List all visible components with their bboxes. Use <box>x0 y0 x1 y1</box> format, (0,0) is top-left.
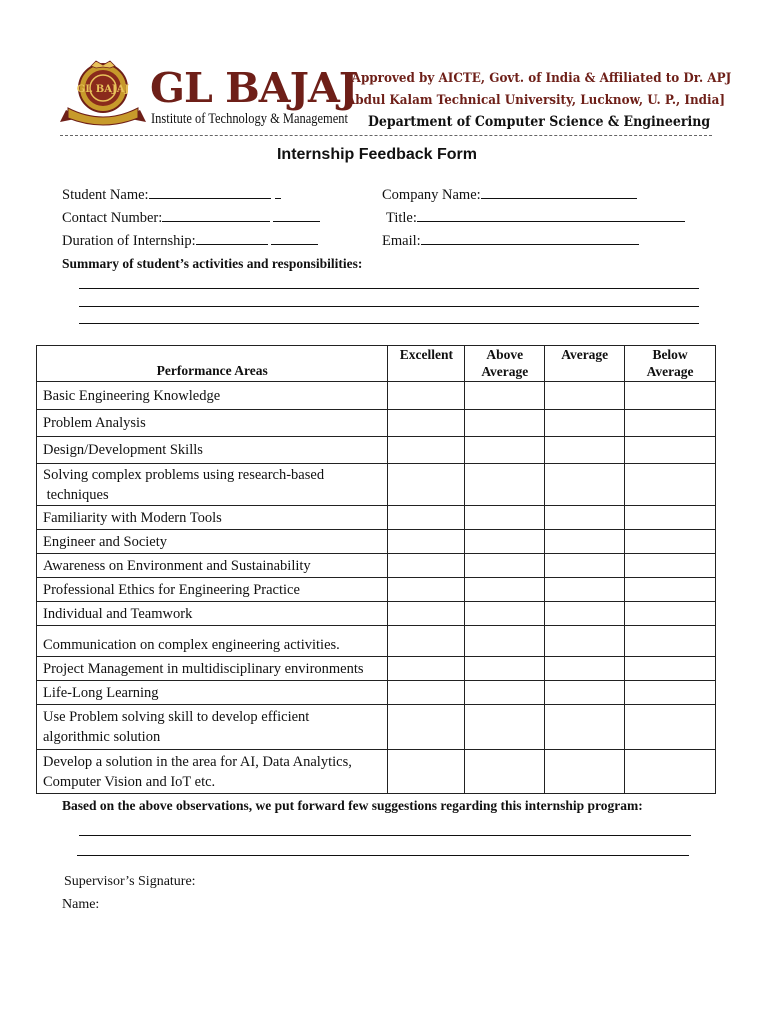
table-row <box>37 681 716 705</box>
header-performance-areas: Performance Areas <box>37 346 388 382</box>
contact-number-line[interactable] <box>162 210 270 222</box>
rating-cell-above-average[interactable] <box>465 681 545 705</box>
table-row <box>37 506 716 530</box>
header-above-average <box>465 346 545 382</box>
contact-number-line-end <box>273 210 320 222</box>
student-name-line[interactable] <box>149 187 271 199</box>
rating-cell-average[interactable] <box>545 464 625 506</box>
header-excellent: Excellent <box>388 346 465 382</box>
duration-line[interactable] <box>196 233 268 245</box>
rating-cell-average[interactable] <box>545 626 625 657</box>
rating-cell-below-average[interactable] <box>625 657 716 681</box>
performance-area-cell <box>37 464 388 506</box>
approval-line-2: Abdul Kalam Technical University, Lucknow, U. P., India] <box>346 93 725 108</box>
rating-cell-average[interactable] <box>545 506 625 530</box>
name-label: Name: <box>62 897 100 912</box>
rating-cell-below-average[interactable] <box>625 530 716 554</box>
header-above-line-2: Average <box>481 364 529 379</box>
table-row <box>37 410 716 437</box>
rating-cell-excellent[interactable] <box>388 530 465 554</box>
table-header-row <box>37 346 716 382</box>
performance-area-label: Life-Long Learning <box>43 684 159 701</box>
table-row <box>37 578 716 602</box>
performance-area-cell <box>37 750 388 794</box>
performance-area-label: Design/Development Skills <box>43 442 203 458</box>
rating-cell-excellent[interactable] <box>388 657 465 681</box>
rating-cell-above-average[interactable] <box>465 464 545 506</box>
summary-line-2[interactable] <box>79 306 699 307</box>
performance-area-cell <box>37 506 388 530</box>
performance-area-label: Use Problem solving skill to develop efficient <box>43 709 310 725</box>
brand-name: GL BAJAJ <box>150 64 358 112</box>
rating-cell-above-average[interactable] <box>465 705 545 750</box>
table-row <box>37 530 716 554</box>
summary-line-3[interactable] <box>79 323 699 324</box>
rating-cell-excellent[interactable] <box>388 437 465 464</box>
rating-cell-average[interactable] <box>545 554 625 578</box>
table-row <box>37 626 716 657</box>
rating-cell-above-average[interactable] <box>465 554 545 578</box>
performance-area-label-line-2: techniques <box>43 486 109 503</box>
performance-area-label: Communication on complex engineering activities. <box>43 637 340 653</box>
performance-area-label: Individual and Teamwork <box>43 605 193 622</box>
performance-area-cell <box>37 626 388 657</box>
rating-cell-above-average[interactable] <box>465 530 545 554</box>
duration-field[interactable] <box>62 233 318 250</box>
performance-area-cell <box>37 681 388 705</box>
approval-text <box>346 68 731 112</box>
rating-cell-above-average[interactable] <box>465 578 545 602</box>
rating-cell-above-average[interactable] <box>465 410 545 437</box>
performance-area-cell <box>37 554 388 578</box>
contact-number-field[interactable] <box>62 210 320 227</box>
performance-area-label-line-2: algorithmic solution <box>43 729 161 745</box>
supervisor-signature-label: Supervisor’s Signature: <box>64 874 196 889</box>
email-label: Email: <box>382 233 421 249</box>
rating-cell-above-average[interactable] <box>465 506 545 530</box>
student-name-label: Student Name: <box>62 187 149 203</box>
rating-cell-below-average[interactable] <box>625 554 716 578</box>
rating-cell-below-average[interactable] <box>625 705 716 750</box>
rating-cell-average[interactable] <box>545 602 625 626</box>
rating-cell-average[interactable] <box>545 530 625 554</box>
rating-cell-below-average[interactable] <box>625 681 716 705</box>
table-row <box>37 464 716 506</box>
rating-cell-average[interactable] <box>545 705 625 750</box>
rating-cell-excellent[interactable] <box>388 705 465 750</box>
rating-cell-excellent[interactable] <box>388 578 465 602</box>
rating-cell-excellent[interactable] <box>388 602 465 626</box>
company-name-label: Company Name: <box>382 187 481 203</box>
company-name-field[interactable] <box>382 187 637 204</box>
performance-area-cell <box>37 530 388 554</box>
rating-cell-average[interactable] <box>545 657 625 681</box>
department-name: Department of Computer Science & Engineering <box>368 114 711 130</box>
performance-area-label: Basic Engineering Knowledge <box>43 387 221 404</box>
table-row <box>37 437 716 464</box>
rating-cell-excellent[interactable] <box>388 506 465 530</box>
rating-cell-excellent[interactable] <box>388 554 465 578</box>
performance-area-cell <box>37 578 388 602</box>
rating-cell-excellent[interactable] <box>388 626 465 657</box>
duration-label: Duration of Internship: <box>62 233 196 249</box>
form-title: Internship Feedback Form <box>276 146 478 163</box>
student-name-field[interactable] <box>62 187 281 204</box>
rating-cell-above-average[interactable] <box>465 657 545 681</box>
performance-area-label: Engineer and Society <box>43 533 168 550</box>
email-field[interactable] <box>382 233 639 250</box>
rating-cell-excellent[interactable] <box>388 382 465 410</box>
rating-cell-average[interactable] <box>545 578 625 602</box>
performance-area-label: Project Management in multidisciplinary environments <box>43 660 364 677</box>
suggestions-line-1[interactable] <box>79 835 691 836</box>
performance-area-label: Familiarity with Modern Tools <box>43 509 222 526</box>
performance-area-label: Awareness on Environment and Sustainability <box>43 557 311 574</box>
performance-area-cell <box>37 437 388 464</box>
performance-area-cell <box>37 657 388 681</box>
summary-line-1[interactable] <box>79 288 699 289</box>
rating-cell-average[interactable] <box>545 681 625 705</box>
contact-number-label: Contact Number: <box>62 210 163 226</box>
rating-cell-excellent[interactable] <box>388 464 465 506</box>
email-line[interactable] <box>421 233 639 245</box>
rating-cell-below-average[interactable] <box>625 578 716 602</box>
title-field[interactable] <box>386 210 685 227</box>
rating-cell-below-average[interactable] <box>625 382 716 410</box>
performance-table <box>36 345 716 794</box>
rating-cell-above-average[interactable] <box>465 750 545 794</box>
table-row <box>37 657 716 681</box>
rating-cell-average[interactable] <box>545 382 625 410</box>
performance-area-cell <box>37 602 388 626</box>
table-row <box>37 602 716 626</box>
rating-cell-average[interactable] <box>545 750 625 794</box>
table-row <box>37 382 716 410</box>
rating-cell-below-average[interactable] <box>625 506 716 530</box>
header-divider <box>60 135 712 136</box>
performance-area-label: Professional Ethics for Engineering Practice <box>43 581 300 598</box>
header-below-line-1: Below <box>652 347 688 362</box>
rating-cell-above-average[interactable] <box>465 382 545 410</box>
rating-cell-above-average[interactable] <box>465 437 545 464</box>
performance-area-label: Develop a solution in the area for AI, Data Analytics, <box>43 753 352 770</box>
rating-cell-above-average[interactable] <box>465 602 545 626</box>
rating-cell-excellent[interactable] <box>388 750 465 794</box>
rating-cell-above-average[interactable] <box>465 626 545 657</box>
rating-cell-below-average[interactable] <box>625 750 716 794</box>
header-above-line-1: Above <box>486 347 524 362</box>
table-row <box>37 750 716 794</box>
performance-area-cell <box>37 705 388 750</box>
duration-line-end <box>271 233 318 245</box>
header-below-average <box>625 346 716 382</box>
rating-cell-below-average[interactable] <box>625 464 716 506</box>
rating-cell-below-average[interactable] <box>625 437 716 464</box>
company-name-line[interactable] <box>481 187 637 199</box>
rating-cell-excellent[interactable] <box>388 410 465 437</box>
performance-area-label-line-2: Computer Vision and IoT etc. <box>43 773 216 790</box>
performance-area-cell <box>37 382 388 410</box>
rating-cell-below-average[interactable] <box>625 602 716 626</box>
rating-cell-excellent[interactable] <box>388 681 465 705</box>
summary-label: Summary of student’s activities and responsibilities: <box>62 256 363 271</box>
title-label: Title: <box>386 210 417 226</box>
student-name-line-end <box>275 187 281 199</box>
suggestions-label: Based on the above observations, we put forward few suggestions regarding this internship program: <box>62 798 643 813</box>
header-average: Average <box>545 346 625 382</box>
performance-area-cell <box>37 410 388 437</box>
table-row <box>37 554 716 578</box>
rating-cell-average[interactable] <box>545 410 625 437</box>
brand-subtitle: Institute of Technology & Management <box>151 111 348 127</box>
rating-cell-below-average[interactable] <box>625 410 716 437</box>
suggestions-line-2[interactable] <box>77 855 689 856</box>
rating-cell-below-average[interactable] <box>625 626 716 657</box>
header-below-line-2: Average <box>646 364 694 379</box>
performance-area-label: Solving complex problems using research-based <box>43 466 325 483</box>
college-logo <box>58 58 148 130</box>
approval-line-1: [Approved by AICTE, Govt. of India & Affiliated to Dr. APJ <box>346 71 732 86</box>
performance-area-label: Problem Analysis <box>43 415 146 431</box>
rating-cell-average[interactable] <box>545 437 625 464</box>
table-row <box>37 705 716 750</box>
logo-monogram: GL BAJAJ <box>76 84 130 95</box>
title-line[interactable] <box>417 210 685 222</box>
header <box>58 58 732 136</box>
